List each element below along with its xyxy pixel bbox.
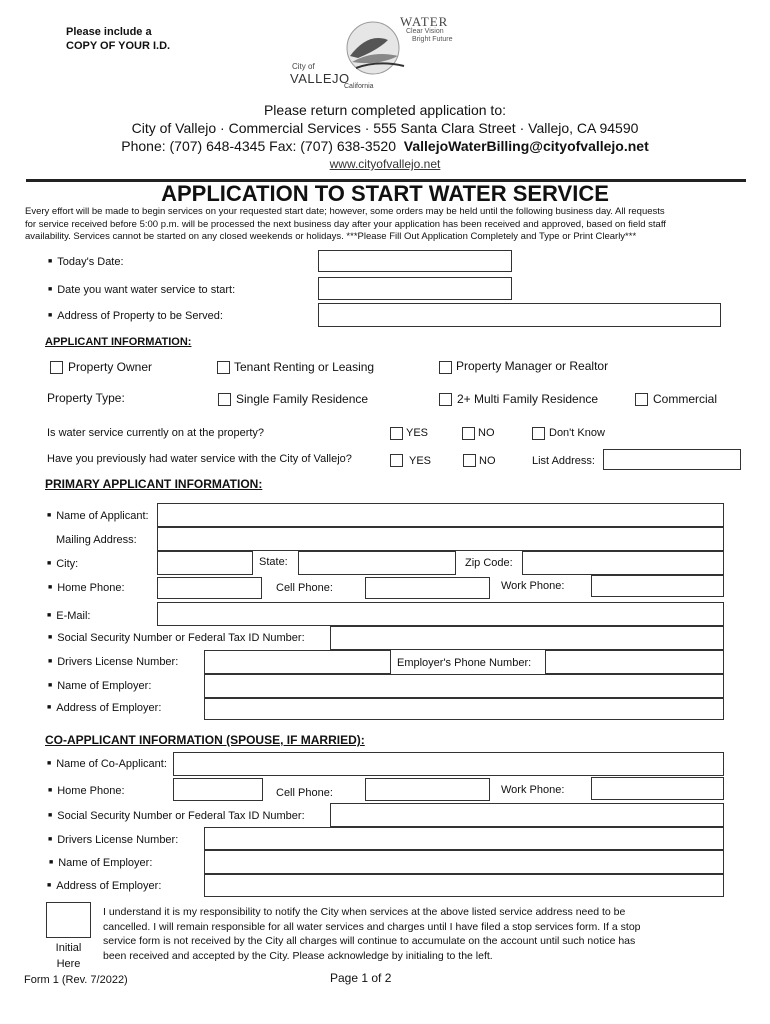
co-work-phone-field[interactable]: [591, 777, 724, 800]
work-phone-label: Work Phone:: [501, 580, 565, 592]
ack-line3: service form is not received by the City all charges will continue to accumulate on the account until such notice has: [103, 935, 636, 947]
zip-label: Zip Code:: [465, 557, 513, 569]
home-phone-field[interactable]: [157, 577, 262, 599]
phone-fax-text: Phone: (707) 648-4345 Fax: (707) 638-3520: [121, 138, 396, 154]
id-note-line2: COPY OF YOUR I.D.: [66, 40, 171, 52]
id-note: [66, 26, 170, 52]
manager-label: Property Manager or Realtor: [456, 359, 609, 373]
single-family-checkbox[interactable]: [218, 393, 231, 406]
page-number: Page 1 of 2: [330, 971, 392, 985]
commercial-label: Commercial: [653, 392, 718, 406]
logo-tagline1: Clear Vision: [406, 28, 444, 35]
email-field[interactable]: [157, 602, 724, 626]
applicant-name-label: ■ Name of Applicant:: [47, 510, 149, 522]
state-field[interactable]: [298, 551, 456, 575]
co-home-phone-label: ■ Home Phone:: [48, 785, 125, 797]
primary-applicant-heading: PRIMARY APPLICANT INFORMATION:: [45, 477, 263, 491]
ssn-label: ■ Social Security Number or Federal Tax ID Number:: [48, 632, 305, 644]
start-date-field[interactable]: [318, 277, 512, 300]
tenant-label: Tenant Renting or Leasing: [234, 360, 375, 374]
employer-name-field[interactable]: [204, 674, 724, 698]
service-on-no-checkbox[interactable]: [462, 427, 475, 440]
return-line: Please return completed application to:: [263, 102, 507, 118]
co-applicant-name-field[interactable]: [173, 752, 724, 776]
initial-text: Initial: [55, 942, 82, 954]
home-phone-label: ■ Home Phone:: [48, 582, 125, 594]
property-owner-label: Property Owner: [68, 360, 153, 374]
co-ssn-field[interactable]: [330, 803, 724, 827]
co-cell-phone-label: Cell Phone:: [276, 787, 333, 799]
co-employer-field[interactable]: [204, 850, 724, 874]
fill-note: ***Please Fill Out Application Completely and Type or Print Clearly***: [346, 231, 637, 242]
applicant-info-heading: APPLICANT INFORMATION:: [45, 336, 192, 348]
todays-date-label: ■ Today's Date:: [48, 256, 124, 268]
city-label: ■ City:: [47, 558, 78, 570]
employer-phone-label: Employer's Phone Number:: [397, 657, 532, 669]
logo-tagline2: Bright Future: [412, 36, 453, 43]
manager-checkbox[interactable]: [439, 361, 452, 374]
intro-line3: [25, 231, 745, 244]
logo-state: California: [344, 83, 374, 90]
applicant-name-field[interactable]: [157, 503, 724, 527]
co-ssn-label: ■ Social Security Number or Federal Tax ID Number:: [48, 810, 305, 822]
property-address-label: ■ Address of Property to be Served:: [48, 310, 223, 322]
intro-line3-text: availability. Services cannot be started on any closed weekends or holidays.: [25, 231, 344, 242]
ack-line2: cancelled. I will remain responsible for all water services and charges until I have filed a stop services form. If a stop: [103, 920, 641, 933]
page-title: APPLICATION TO START WATER SERVICE: [161, 181, 609, 206]
acknowledgement-text: [103, 905, 725, 963]
ack-line4: been received and accepted by the City. Please acknowledge by initialing to the left.: [103, 949, 493, 962]
previous-yes-label: YES: [409, 455, 432, 467]
license-field[interactable]: [204, 650, 391, 674]
phone-fax-line: [0, 137, 770, 155]
start-date-label: ■ Date you want water service to start:: [48, 284, 235, 296]
todays-date-field[interactable]: [318, 250, 512, 272]
initial-box[interactable]: [46, 902, 91, 938]
employer-address-label: ■ Address of Employer:: [47, 702, 161, 714]
co-home-phone-field[interactable]: [173, 778, 263, 801]
property-type-label: Property Type:: [47, 391, 125, 405]
state-label: State:: [259, 556, 288, 568]
cell-phone-field[interactable]: [365, 577, 490, 599]
logo-water-text: WATER: [400, 14, 449, 29]
city-logo: [288, 10, 478, 92]
co-cell-phone-field[interactable]: [365, 778, 490, 801]
service-on-yes-checkbox[interactable]: [390, 427, 403, 440]
multi-family-label: 2+ Multi Family Residence: [457, 392, 599, 406]
mailing-address-label: Mailing Address:: [56, 534, 137, 546]
service-on-dont-know-label: Don't Know: [549, 427, 605, 439]
co-applicant-name-label: ■ Name of Co-Applicant:: [47, 758, 167, 770]
cell-phone-label: Cell Phone:: [276, 582, 333, 594]
co-license-label: ■ Drivers License Number:: [48, 834, 178, 846]
city-field[interactable]: [157, 551, 253, 575]
ack-line1: I understand it is my responsibility to notify the City when services at the above listed service address need to be: [103, 906, 626, 918]
website-link[interactable]: www.cityofvallejo.net: [329, 157, 441, 171]
intro-text: [25, 206, 745, 244]
intro-line1: Every effort will be made to begin services on your requested start date; however, some orders may be held until the following business day. All requests: [25, 206, 665, 217]
initial-here-label: [46, 940, 91, 972]
return-address-block: [0, 101, 770, 173]
logo-city-name: VALLEJO: [290, 71, 350, 86]
tenant-checkbox[interactable]: [217, 361, 230, 374]
license-label: ■ Drivers License Number:: [48, 656, 178, 668]
previous-service-question: Have you previously had water service with the City of Vallejo?: [47, 453, 352, 465]
single-family-label: Single Family Residence: [236, 392, 369, 406]
service-on-no-label: NO: [478, 427, 495, 439]
co-applicant-heading: CO-APPLICANT INFORMATION (SPOUSE, IF MARRIED):: [45, 733, 365, 747]
id-note-line1: Please include a: [66, 26, 152, 38]
work-phone-field[interactable]: [591, 575, 724, 597]
zip-field[interactable]: [522, 551, 724, 575]
mailing-address-field[interactable]: [157, 527, 724, 551]
employer-phone-field[interactable]: [545, 650, 724, 674]
property-owner-checkbox[interactable]: [50, 361, 63, 374]
service-on-yes-label: YES: [406, 427, 429, 439]
list-address-field[interactable]: [603, 449, 741, 470]
billing-email: VallejoWaterBilling@cityofvallejo.net: [403, 138, 649, 154]
email-label: ■ E-Mail:: [47, 610, 90, 622]
property-address-field[interactable]: [318, 303, 721, 327]
co-employer-address-label: ■ Address of Employer:: [47, 880, 161, 892]
multi-family-checkbox[interactable]: [439, 393, 452, 406]
employer-name-label: ■ Name of Employer:: [48, 680, 151, 692]
service-on-question: Is water service currently on at the property?: [47, 427, 265, 439]
co-license-field[interactable]: [204, 827, 724, 850]
intro-line2: for service received before 5:00 p.m. will be processed the next business day after your application has been received and approved, based on field staff: [25, 218, 666, 230]
address-line: City of Vallejo · Commercial Services · 555 Santa Clara Street · Vallejo, CA 94590: [131, 120, 639, 136]
logo-city-of: City of: [292, 62, 315, 71]
list-address-label: List Address:: [532, 455, 595, 467]
previous-yes-checkbox[interactable]: [390, 454, 403, 467]
service-on-dont-know-checkbox[interactable]: [532, 427, 545, 440]
form-number: Form 1 (Rev. 7/2022): [24, 974, 128, 986]
previous-no-label: NO: [479, 455, 496, 467]
ssn-field[interactable]: [330, 626, 724, 650]
co-work-phone-label: Work Phone:: [501, 784, 565, 796]
employer-address-field[interactable]: [204, 698, 724, 720]
co-employer-address-field[interactable]: [204, 874, 724, 897]
commercial-checkbox[interactable]: [635, 393, 648, 406]
here-text: Here: [56, 958, 81, 970]
co-employer-label: ■ Name of Employer:: [49, 857, 152, 869]
previous-no-checkbox[interactable]: [463, 454, 476, 467]
